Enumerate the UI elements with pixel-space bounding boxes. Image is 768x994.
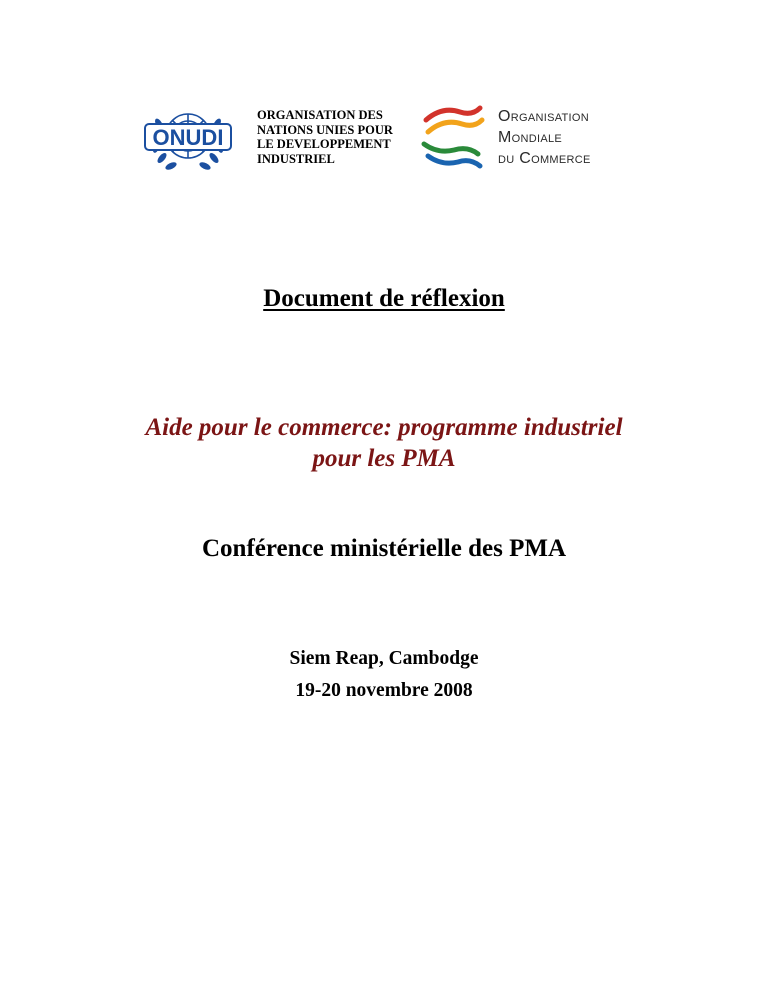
- event-dates: 19-20 novembre 2008: [295, 680, 473, 701]
- document-title: Document de réflexion: [263, 285, 505, 312]
- onudi-name-line: ORGANISATION DES: [257, 108, 383, 122]
- onudi-name-line: NATIONS UNIES POUR: [257, 122, 393, 137]
- document-subject: [0, 412, 768, 474]
- onudi-name-line: LE DEVELOPPEMENT: [257, 137, 391, 151]
- subject-line: pour les PMA: [312, 445, 456, 472]
- conference-title: Conférence ministérielle des PMA: [201, 535, 566, 562]
- event-place: Siem Reap, Cambodge: [289, 648, 479, 669]
- omc-logo: [420, 100, 486, 172]
- subject-line: Aide pour le commerce: programme industriel: [145, 414, 623, 441]
- onudi-name: [257, 108, 427, 166]
- onudi-name-line: INDUSTRIEL: [257, 151, 335, 166]
- onudi-logo: [141, 102, 235, 186]
- onudi-wordmark: ONUDI: [152, 125, 224, 150]
- omc-name-line: Mondiale: [498, 129, 563, 146]
- omc-name-line: du Commerce: [498, 150, 591, 167]
- omc-name-line: Organisation: [498, 108, 590, 125]
- omc-name: [498, 106, 591, 169]
